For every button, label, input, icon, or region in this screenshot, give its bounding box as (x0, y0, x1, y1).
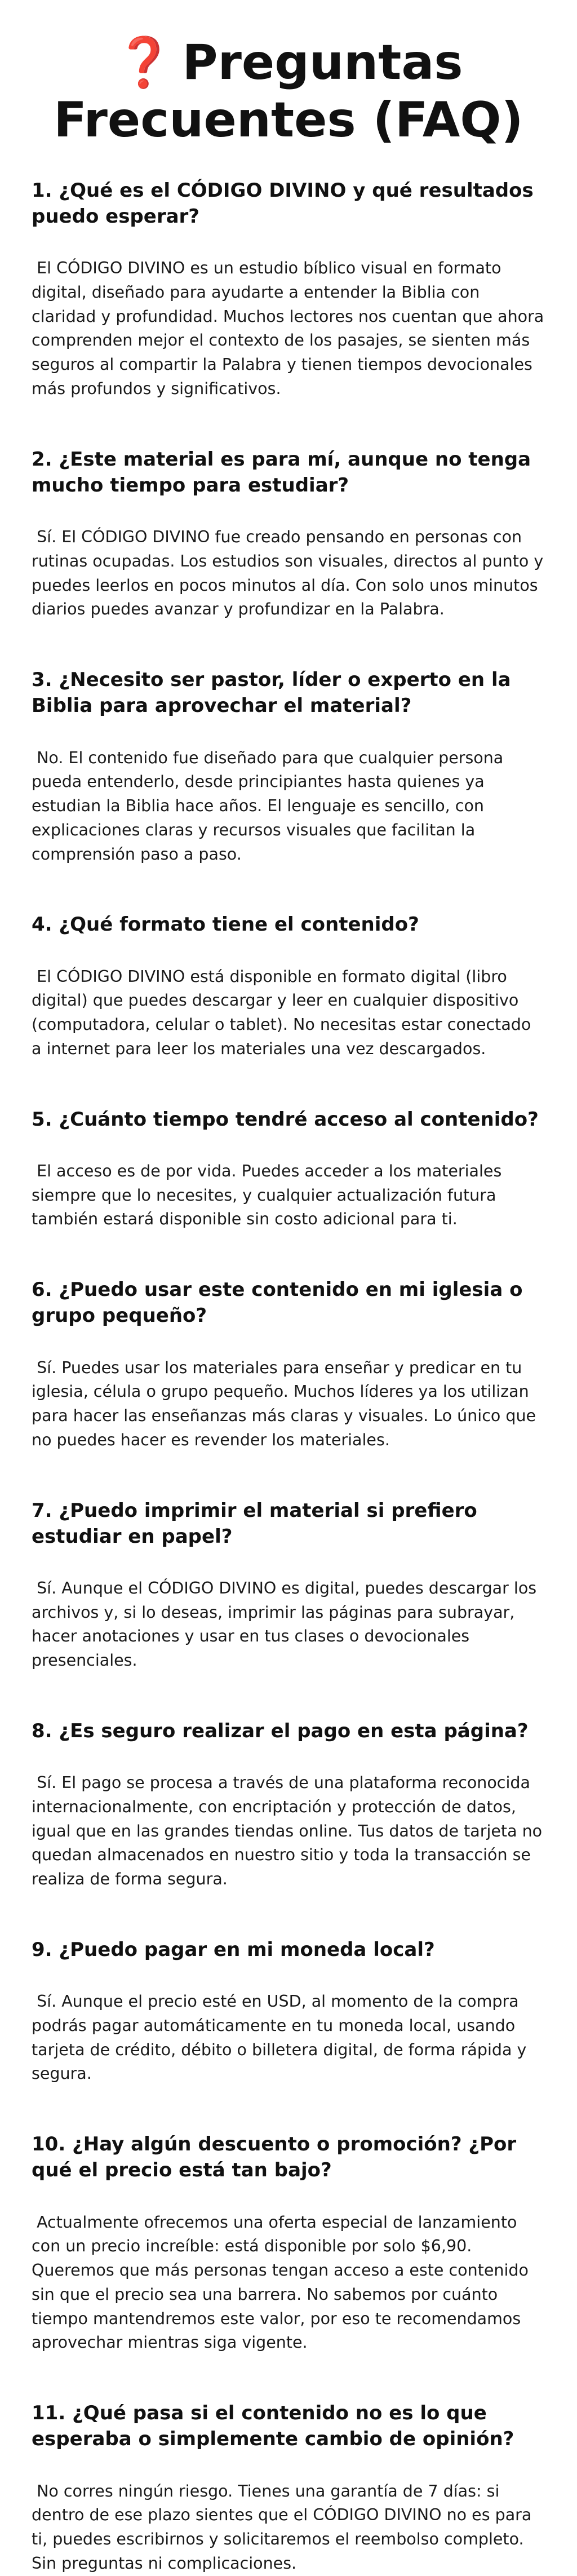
faq-item-9 (32, 1937, 545, 2086)
faq-item-8 (32, 1718, 548, 1892)
faq-answer: No corres ningún riesgo. Tienes una garantía de 7 días: si dentro de ese plazo sientes que el CÓDIGO DIVINO no es para ti, puedes escribirnos y solicitaremos el reembolso completo. Sin preguntas ni complicaciones. (32, 2481, 537, 2573)
faq-question: 10. ¿Hay algún descuento o promoción? ¿Por qué el precio está tan bajo? (32, 2133, 517, 2182)
faq-question: 11. ¿Qué pasa si el contenido no es lo que esperaba o simplemente cambio de opinión? (32, 2402, 514, 2451)
faq-item-1 (32, 178, 549, 401)
page-title-text: Preguntas Frecuentes (FAQ) (54, 34, 523, 149)
faq-answer: El CÓDIGO DIVINO está disponible en formato digital (libro digital) que puedes descargar y leer en cualquier dispositivo (computadora, celular o tablet). No necesitas estar conectado a internet para leer los materiales una vez descargados. (32, 967, 536, 1058)
faq-item-3 (32, 667, 545, 866)
faq-answer: Sí. Aunque el CÓDIGO DIVINO es digital, puedes descargar los archivos y, si lo deseas, imprimir las páginas para subrayar, hacer anotaciones y usar en tus clases o devocionales presenciales. (32, 1578, 542, 1670)
faq-item-11 (32, 2400, 545, 2575)
faq-question: 3. ¿Necesito ser pastor, líder o experto en la Biblia para aprovechar el material? (32, 669, 511, 718)
faq-item-10 (32, 2131, 545, 2355)
faq-answer: Sí. El CÓDIGO DIVINO fue creado pensando en personas con rutinas ocupadas. Los estudios son visuales, directos al punto y puedes leerlos en pocos minutos al día. Con solo unos minutos diarios puedes avanzar y profundizar en la Palabra. (32, 528, 549, 619)
faq-question: 4. ¿Qué formato tiene el contenido? (32, 913, 419, 936)
faq-question: 1. ¿Qué es el CÓDIGO DIVINO y qué resultados puedo esperar? (32, 179, 534, 228)
faq-question: 8. ¿Es seguro realizar el pago en esta página? (32, 1719, 529, 1742)
faq-list (32, 178, 549, 2576)
faq-answer: Sí. Puedes usar los materiales para enseñar y predicar en tu iglesia, célula o grupo pequeño. Muchos líderes ya los utilizan para hacer las enseñanzas más claras y visuales. Lo único que no puedes hacer es revender los materiales. (32, 1358, 542, 1449)
faq-question: 2. ¿Este material es para mí, aunque no tenga mucho tiempo para estudiar? (32, 448, 531, 497)
faq-answer: El CÓDIGO DIVINO es un estudio bíblico visual en formato digital, diseñado para ayudarte a entender la Biblia con claridad y profundidad. Muchos lectores nos cuentan que ahora comprenden mejor el contexto de los pasajes, se sienten más seguros al compartir la Palabra y tienen tiempos devocionales más profundos y significativos. (32, 259, 549, 398)
faq-answer: Sí. El pago se procesa a través de una plataforma reconocida internacionalmente, con encriptación y protección de datos, igual que en las grandes tiendas online. Tus datos de tarjeta no quedan almacenados en nuestro sitio y toda la transacción se realiza de forma segura. (32, 1773, 548, 1889)
faq-question: 6. ¿Puedo usar este contenido en mi iglesia o grupo pequeño? (32, 1278, 523, 1327)
faq-item-4 (32, 911, 545, 1061)
question-mark-icon: ❓ (114, 34, 175, 91)
faq-answer: No. El contenido fue diseñado para que cualquier persona pueda entenderlo, desde principiantes hasta quienes ya estudian la Biblia hace años. El lenguaje es sencillo, con explicaciones claras y recursos visuales que facilitan la comprensión paso a paso. (32, 748, 509, 864)
faq-answer: Actualmente ofrecemos una oferta especial de lanzamiento con un precio increíble: está disponible por solo $6,90. Queremos que más personas tengan acceso a este contenido sin que el precio sea una barrera. No sabemos por cuánto tiempo mantendremos este valor, por eso te recomendamos aprovechar mientras siga vigente. (32, 2212, 534, 2352)
faq-question: 9. ¿Puedo pagar en mi moneda local? (32, 1938, 435, 1961)
faq-item-5 (32, 1106, 545, 1232)
page-title (32, 34, 545, 149)
faq-answer: Sí. Aunque el precio esté en USD, al momento de la compra podrás pagar automáticamente en tu moneda local, usando tarjeta de crédito, débito o billetera digital, de forma rápida y segura. (32, 1992, 532, 2083)
faq-question: 5. ¿Cuánto tiempo tendré acceso al contenido? (32, 1108, 539, 1131)
faq-question: 7. ¿Puedo imprimir el material si prefiero estudiar en papel? (32, 1499, 477, 1548)
faq-item-7 (32, 1498, 545, 1673)
faq-item-2 (32, 446, 549, 622)
faq-answer: El acceso es de por vida. Puedes acceder a los materiales siempre que lo necesites, y cualquier actualización futura también estará disponible sin costo adicional para ti. (32, 1161, 507, 1229)
faq-item-6 (32, 1277, 545, 1452)
